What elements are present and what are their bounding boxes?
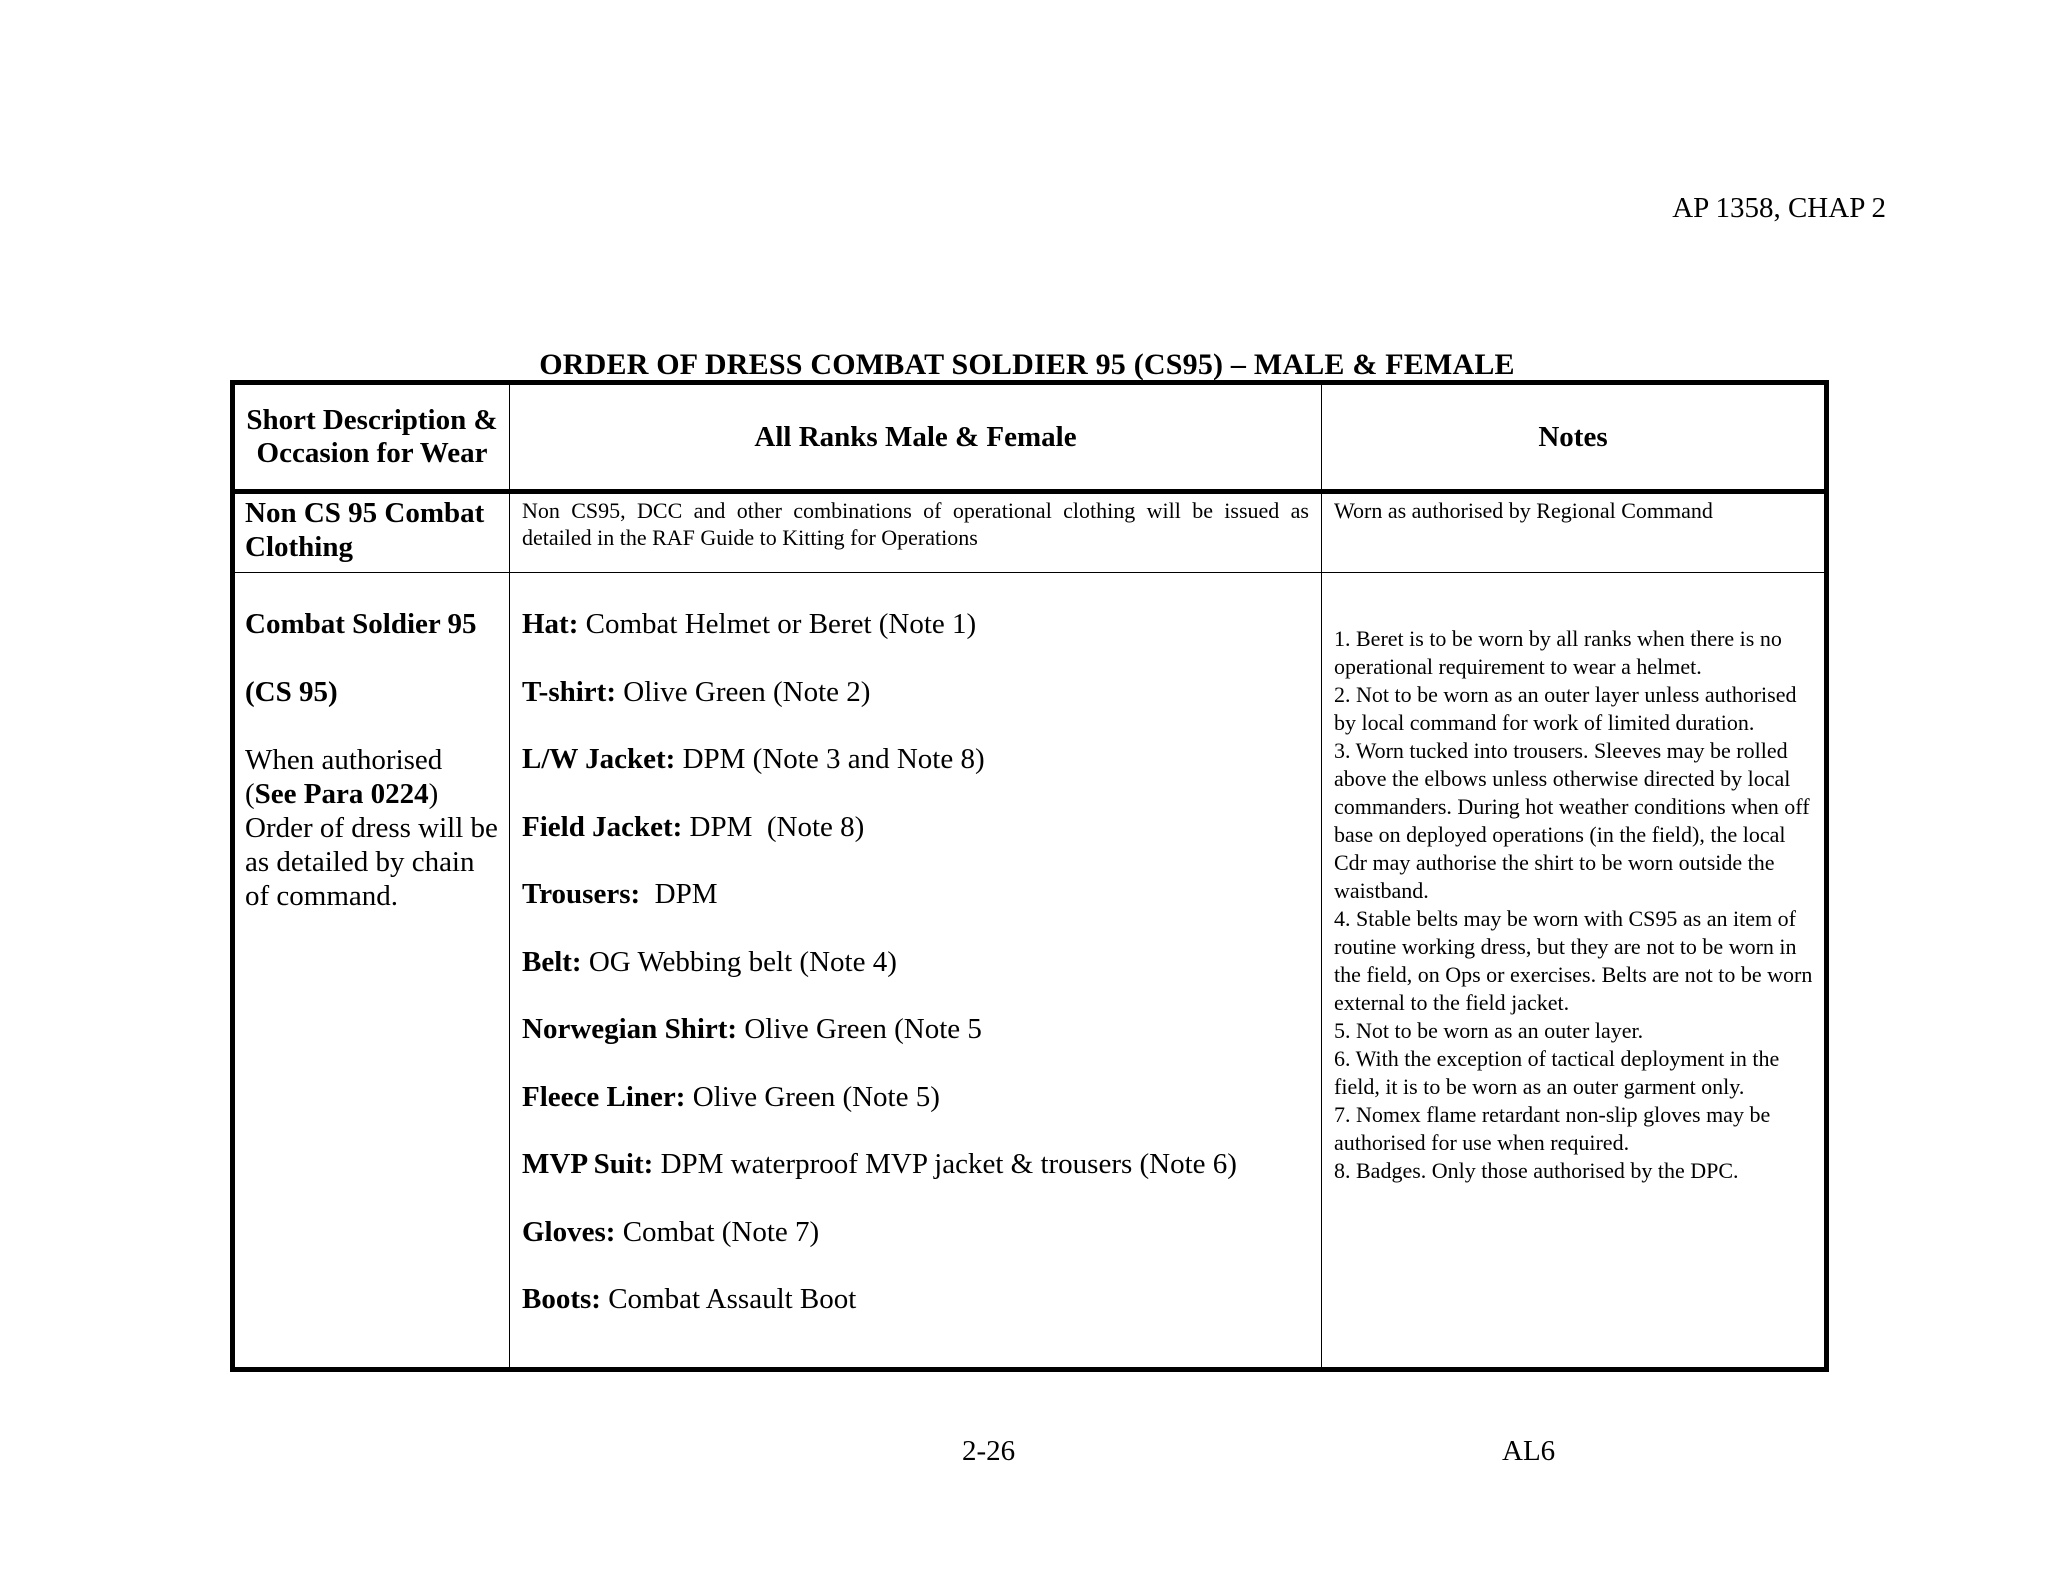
table-row: [233, 573, 1827, 1370]
list-item: T-shirt: Olive Green (Note 2): [522, 675, 871, 708]
list-item: Fleece Liner: Olive Green (Note 5): [522, 1080, 940, 1113]
row2-desc-rest: Order of dress will be as detailed by chain of command.: [245, 812, 498, 912]
document-reference: AP 1358, CHAP 2: [1672, 192, 1886, 224]
header-all-ranks: All Ranks Male & Female: [510, 383, 1322, 492]
note-item: 7. Nomex flame retardant non-slip gloves may be authorised for use when required.: [1334, 1102, 1771, 1155]
see-para-reference: See Para 0224: [254, 778, 429, 810]
header-short-description: Short Description & Occasion for Wear: [233, 383, 510, 492]
list-item: Gloves: Combat (Note 7): [522, 1215, 820, 1248]
note-item: 4. Stable belts may be worn with CS95 as an item of routine working dress, but they are not to be worn in the field, on Ops or exercises. Belts are not to be worn external to the field jacket.: [1334, 906, 1813, 1015]
table-title: ORDER OF DRESS COMBAT SOLDIER 95 (CS95) – MALE & FEMALE: [539, 348, 1515, 381]
row2-desc-abbrev: (CS 95): [245, 676, 338, 708]
amendment-label: AL6: [1502, 1435, 1556, 1467]
list-item: Field Jacket: DPM (Note 8): [522, 810, 865, 843]
row2-desc-see-para: (See Para 0224): [245, 778, 439, 810]
row1-notes: Worn as authorised by Regional Command: [1322, 492, 1827, 573]
note-item: 3. Worn tucked into trousers. Sleeves may be rolled above the elbows unless otherwise directed by local commanders. During hot weather conditions when off base on deployed operations (in the field), the local Cdr may authorise the shirt to be worn outside the waistband.: [1334, 738, 1810, 903]
table-header-row: [233, 383, 1827, 492]
row1-all-ranks: Non CS95, DCC and other combinations of operational clothing will be issued as detailed in the RAF Guide to Kitting for Operations: [510, 492, 1322, 573]
list-item: Boots: Combat Assault Boot: [522, 1283, 857, 1315]
header-notes: Notes: [1322, 383, 1827, 492]
note-item: 2. Not to be worn as an outer layer unless authorised by local command for work of limited duration.: [1334, 682, 1797, 735]
note-item: 6. With the exception of tactical deployment in the field, it is to be worn as an outer garment only.: [1334, 1046, 1780, 1099]
list-item: Norwegian Shirt: Olive Green (Note 5: [522, 1013, 982, 1045]
note-item: 1. Beret is to be worn by all ranks when there is no operational requirement to wear a helmet.: [1334, 626, 1782, 679]
list-item: MVP Suit: DPM waterproof MVP jacket & trousers (Note 6): [522, 1148, 1237, 1180]
row2-items: [510, 573, 1322, 1370]
list-item: Belt: OG Webbing belt (Note 4): [522, 945, 897, 978]
note-item: 8. Badges. Only those authorised by the DPC.: [1334, 1158, 1739, 1183]
row2-description: [233, 573, 510, 1370]
page-number: 2-26: [962, 1435, 1016, 1467]
note-item: 5. Not to be worn as an outer layer.: [1334, 1018, 1644, 1043]
row2-desc-title: Combat Soldier 95: [245, 608, 477, 640]
list-item: Hat: Combat Helmet or Beret (Note 1): [522, 608, 977, 640]
table-row: [233, 492, 1827, 573]
order-of-dress-table: [230, 380, 1829, 1372]
row2-desc-when: When authorised: [245, 744, 443, 776]
row2-notes: [1322, 573, 1827, 1370]
row1-description: Non CS 95 Combat Clothing: [233, 492, 510, 573]
list-item: L/W Jacket: DPM (Note 3 and Note 8): [522, 743, 985, 775]
list-item: Trousers: DPM: [522, 878, 718, 910]
